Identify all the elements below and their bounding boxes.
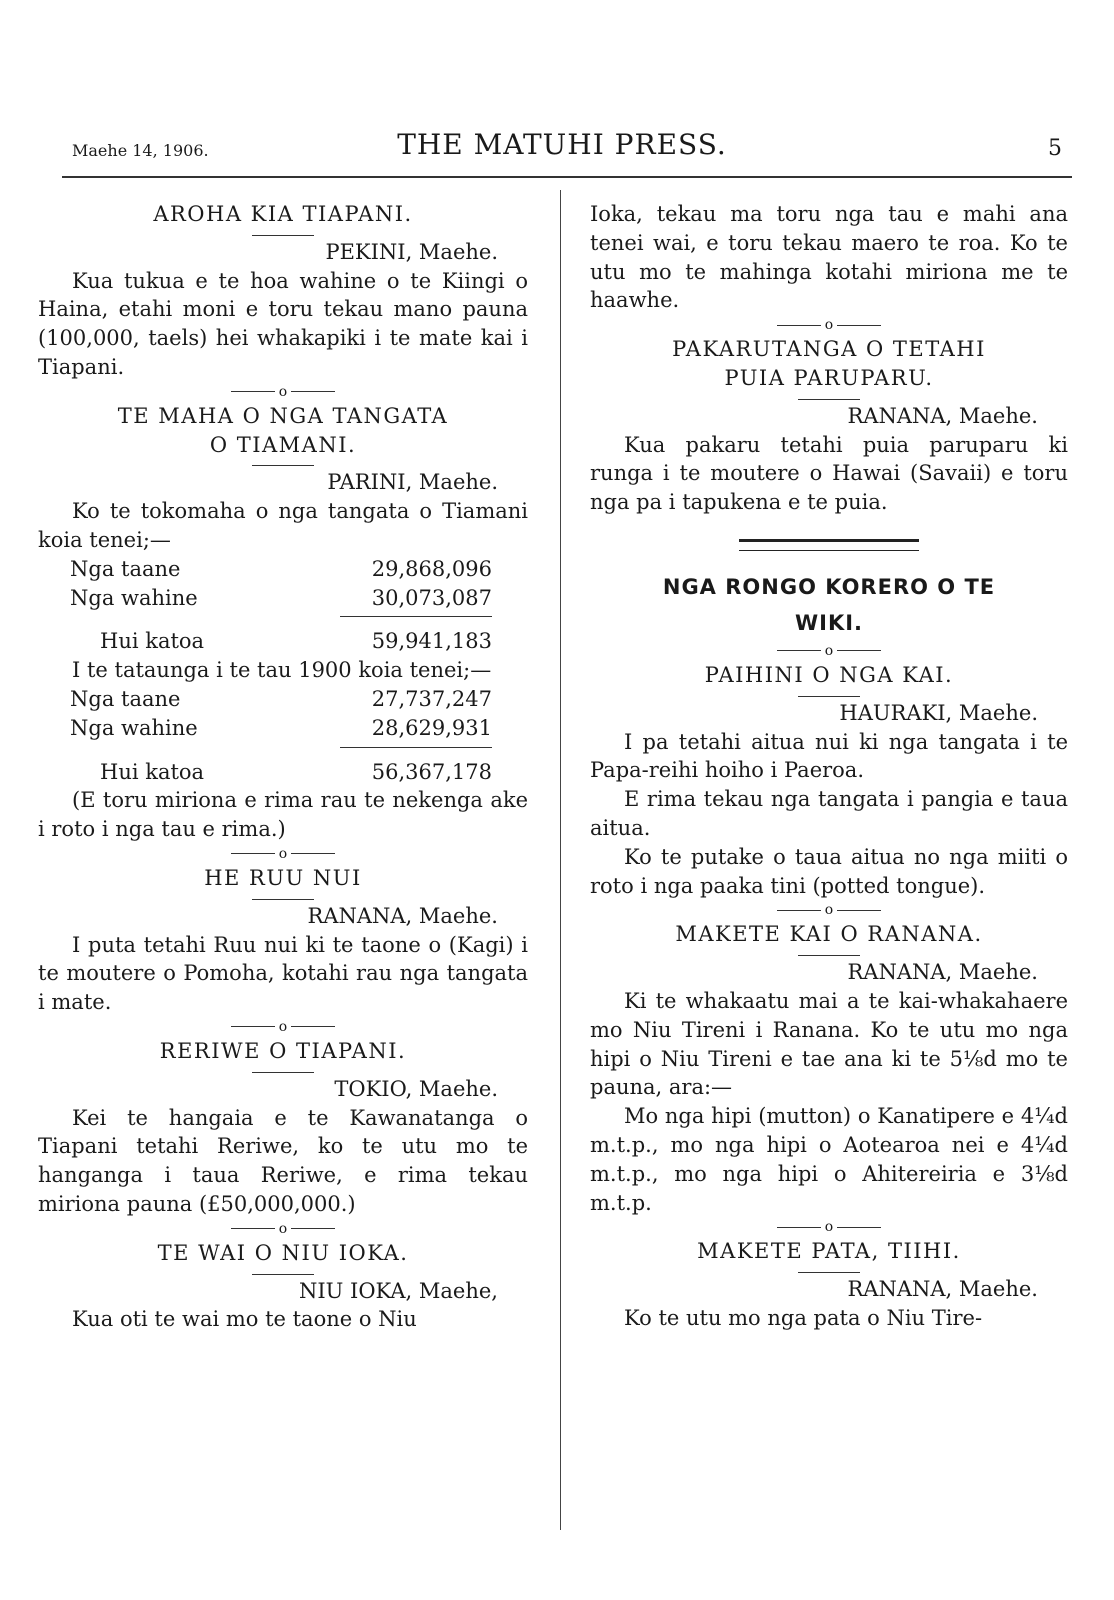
article-headline: TE WAI O NIU IOKA. (157, 1240, 409, 1265)
separator: o (38, 382, 528, 402)
dateline: RANANA, Maehe. (847, 960, 1038, 985)
headline-dash (798, 955, 860, 956)
headline-dash (798, 1272, 860, 1273)
headline-dash (252, 1274, 314, 1275)
article-paihini-o-nga-kai (590, 661, 1068, 900)
article-pakarutanga-puia (590, 335, 1068, 517)
dateline: NIU IOKA, Maehe, (299, 1278, 498, 1303)
stat-row: Nga taane 29,868,096 (70, 556, 492, 581)
sum-rule (340, 616, 492, 617)
column-divider (560, 190, 561, 1530)
dateline: PEKINI, Maehe. (325, 239, 498, 264)
article-headline: AROHA KIA TIAPANI. (153, 202, 413, 226)
article-headline: MAKETE KAI O RANANA. (675, 922, 983, 947)
article-body: Mo nga hipi (mutton) o Kanatipere e 4¼d m.t.p., mo nga hipi o Aotearoa nei e 4¼d m.t.p., mo nga hipi o Ahitereiria e 3⅛d m.t.p. (590, 1104, 1068, 1215)
stat-row: Nga wahine 30,073,087 (70, 585, 492, 610)
newspaper-title: THE MATUHI PRESS. (397, 128, 727, 161)
separator: o (38, 844, 528, 864)
article-body: Kei te hangaia e te Kawanatanga o Tiapani tetahi Reriwe, ko te utu mo te hanganga i taua Reriwe, e rima tekau miriona pauna (£50,000,000.) (38, 1105, 528, 1216)
article-body: Kua tukua e te hoa wahine o te Kiingi o Haina, etahi moni e toru tekau mano pauna (100,000, taels) hei whakapiki i te mate kai i Tiapani. (38, 268, 528, 379)
article-te-wai-o-niu-ioka (38, 1239, 528, 1334)
article-body: Ki te whakaatu mai a te kai-whakahaere mo Niu Tireni i Ranana. Ko te utu mo nga hipi o Niu Tireni e tae ana ki te 5⅛d mo te pauna, ara:— (590, 988, 1068, 1100)
article-body: E rima tekau nga tangata i pangia e taua aitua. (590, 787, 1068, 840)
sum-rule (340, 747, 492, 748)
stat-total-row: Hui katoa 59,941,183 (100, 629, 492, 654)
dateline: RANANA, Maehe. (307, 903, 498, 928)
article-reriwe-o-tiapani (38, 1037, 528, 1219)
dateline: RANANA, Maehe. (847, 1277, 1038, 1302)
article-body: I puta tetahi Ruu nui ki te taone o (Kagi) i te moutere o Pomoha, kotahi rau nga tangata i mate. (38, 932, 528, 1015)
article-body: I pa tetahi aitua nui ki nga tangata i te Papa-reihi hoiho i Paeroa. (590, 729, 1068, 783)
separator: o (590, 900, 1068, 920)
dateline: TOKIO, Maehe. (334, 1076, 498, 1101)
headline-dash (252, 465, 314, 466)
article-headline: PAIHINI O NGA KAI. (704, 662, 954, 687)
stat-row: Nga wahine 28,629,931 (70, 715, 492, 740)
article-continuation: Ioka, tekau ma toru nga tau e mahi ana tenei wai, e toru tekau maero te roa. Ko te utu mo te mahinga kotahi miriona me te haawhe. (590, 202, 1068, 313)
headline-dash (252, 899, 314, 900)
article-headline: PAKARUTANGA O TETAHI (672, 337, 986, 362)
page-number: 5 (1048, 136, 1062, 161)
dateline: RANANA, Maehe. (847, 403, 1038, 428)
separator: o (590, 641, 1068, 661)
left-column (38, 200, 528, 1334)
article-headline: MAKETE PATA, TIIHI. (697, 1239, 961, 1264)
article-headline: HE RUU NUI (204, 865, 362, 890)
headline-dash (252, 235, 314, 236)
dateline: PARINI, Maehe. (327, 470, 498, 495)
article-aroha-kia-tiapani (38, 200, 528, 382)
article-body: I te tataunga i te tau 1900 koia tenei;— (72, 658, 492, 683)
article-body: Ko te utu mo nga pata o Niu Tire- (624, 1305, 983, 1330)
stat-row: Nga taane 27,737,247 (70, 686, 492, 711)
article-maha-tangata (38, 402, 528, 844)
separator: o (38, 1017, 528, 1037)
page-header (62, 128, 1062, 168)
headline-dash (798, 399, 860, 400)
article-he-ruu-nui (38, 864, 528, 1017)
article-headline-line2: O TIAMANI. (209, 432, 357, 457)
article-headline-line2: PUIA PARUPARU. (724, 365, 934, 390)
article-note: (E toru miriona e rima rau te nekenga ake i roto i nga tau e rima.) (38, 788, 528, 842)
headline-dash (252, 1072, 314, 1073)
section-rule-thick (739, 539, 919, 542)
article-makete-kai (590, 920, 1068, 1217)
section-heading: NGA RONGO KORERO O TE (662, 574, 996, 599)
issue-date: Maehe 14, 1906. (72, 141, 209, 160)
article-headline: RERIWE O TIAPANI. (159, 1038, 407, 1063)
article-body: Kua oti te wai mo te taone o Niu (72, 1307, 417, 1332)
headline-dash (798, 696, 860, 697)
article-makete-pata (590, 1237, 1068, 1332)
article-body: Ko te tokomaha o nga tangata o Tiamani koia tenei;— (38, 499, 528, 552)
separator: o (38, 1219, 528, 1239)
dateline: HAURAKI, Maehe. (839, 700, 1038, 725)
section-heading-line2: WIKI. (794, 610, 864, 635)
section-rule-thin (739, 550, 919, 551)
right-column (590, 200, 1068, 1333)
header-rule (62, 176, 1072, 178)
separator: o (590, 1217, 1068, 1237)
article-body: Ko te putake o taua aitua no nga miiti o roto i nga paaka tini (potted tongue). (590, 844, 1068, 898)
stat-total-row: Hui katoa 56,367,178 (100, 759, 492, 784)
article-body: Kua pakaru tetahi puia paruparu ki runga i te moutere o Hawai (Savaii) e toru nga pa i tapukena e te puia. (590, 432, 1068, 515)
separator: o (590, 315, 1068, 335)
article-headline: TE MAHA O NGA TANGATA (117, 403, 449, 428)
